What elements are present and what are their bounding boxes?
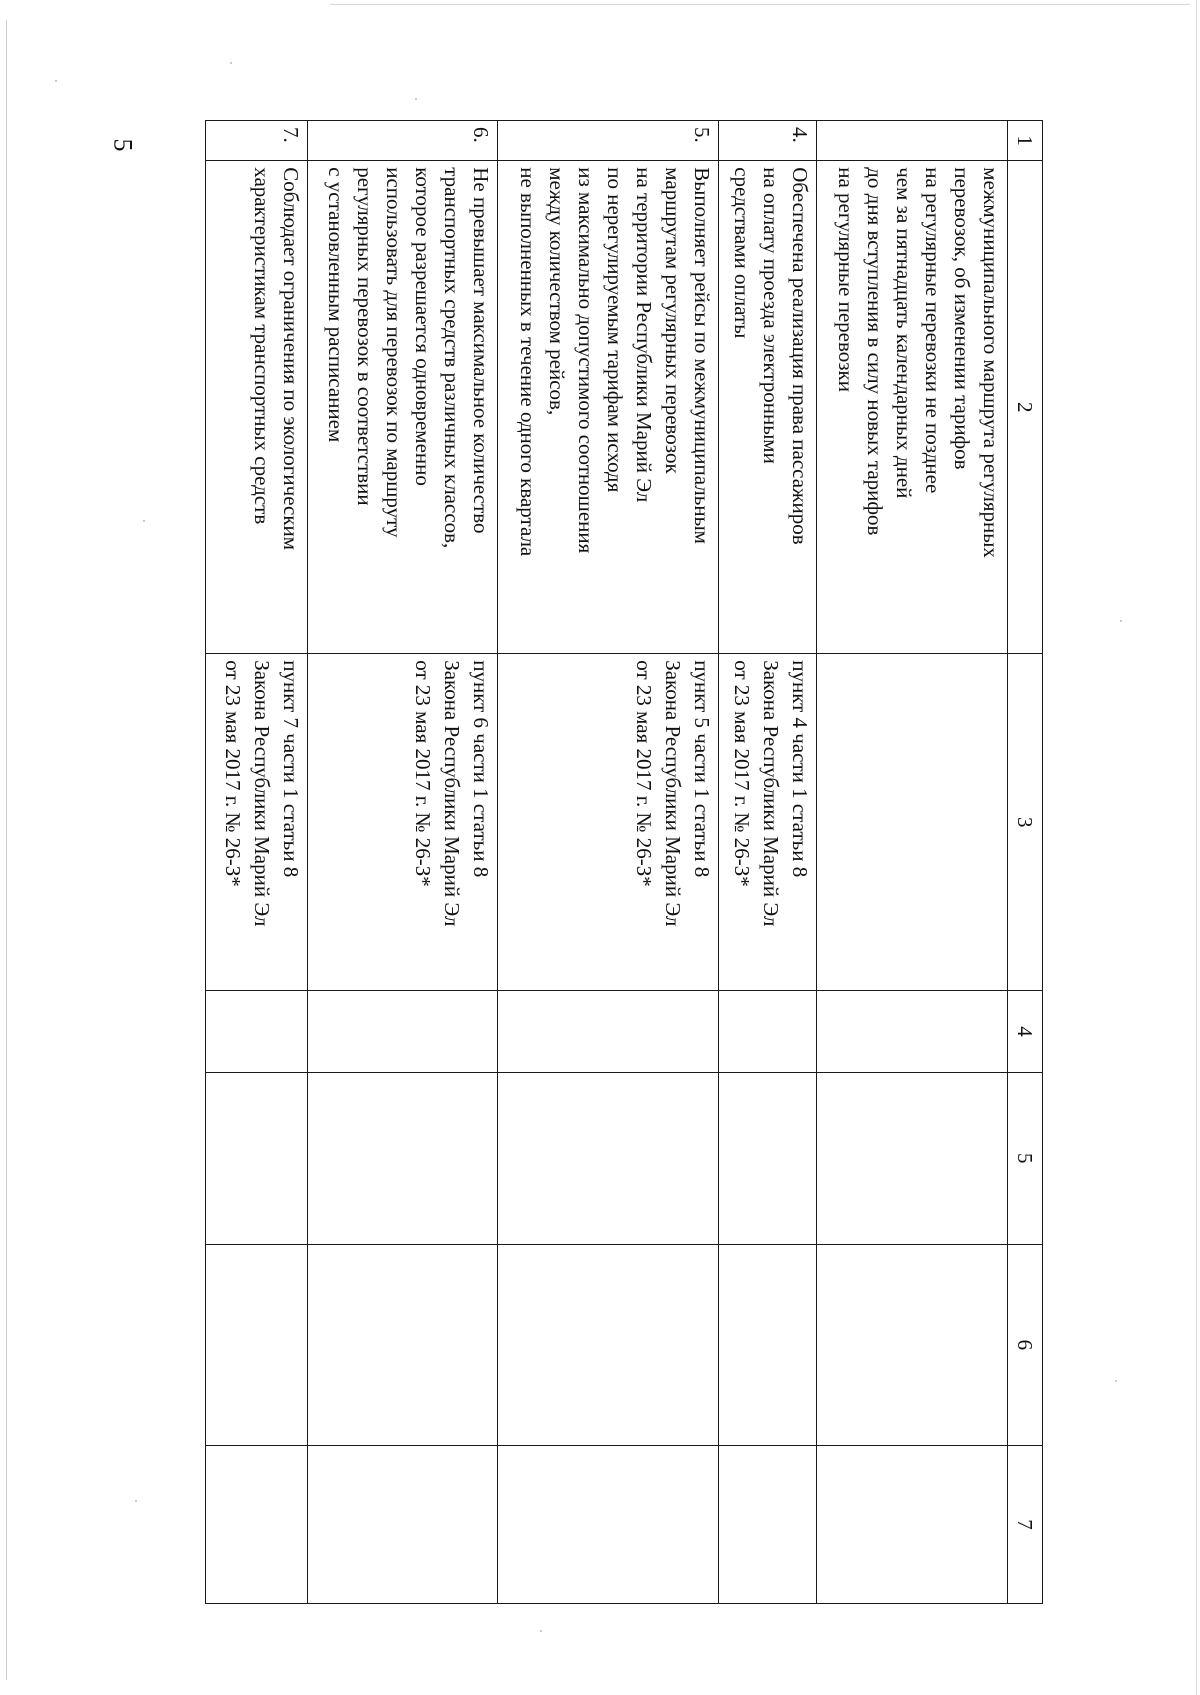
rotated-table-container — [205, 120, 1043, 1604]
scan-speck — [135, 1500, 137, 1502]
requirement-line: транспортных средств различных классов, — [440, 167, 465, 549]
scan-speck — [143, 520, 145, 522]
legal-basis-line: от 23 мая 2017 г. № 26-З* — [220, 660, 245, 887]
requirement-cell — [206, 161, 308, 654]
requirement-line: по нерегулируемым тарифам исходя — [603, 167, 628, 493]
requirement-line: с установленным расписанием — [324, 167, 349, 443]
requirement-line: из максимально допустимого соотношения — [574, 167, 599, 554]
legal-basis-line: Закона Республики Марий Эл — [759, 660, 784, 927]
requirement-line: Выполняет рейсы по межмуниципальным — [690, 167, 715, 544]
legal-basis-line: от 23 мая 2017 г. № 26-З* — [730, 660, 755, 887]
table-row — [206, 121, 308, 1604]
table-row — [307, 121, 498, 1604]
requirement-line: между количеством рейсов, — [545, 167, 570, 416]
scan-speck — [1120, 620, 1122, 622]
requirement-line: маршрутам регулярных перевозок — [661, 167, 686, 474]
empty-cell-col-7 — [307, 1445, 498, 1603]
requirement-line: на регулярные перевозки не позднее — [921, 167, 945, 494]
row-number-cell: 6. — [307, 121, 498, 161]
empty-cell-col-4 — [206, 991, 308, 1072]
empty-cell-col-5 — [719, 1072, 817, 1244]
requirement-line: которое разрешается одновременно — [411, 167, 436, 486]
requirement-line: Обеспечена реализация права пассажиров — [788, 167, 813, 545]
requirement-line: не выполненных в течение одного квартала — [516, 167, 541, 557]
header-col-3: 3 — [1008, 654, 1043, 991]
scan-speck — [230, 62, 232, 64]
requirement-line: межмуниципального маршрута регулярных — [979, 167, 1003, 558]
legal-basis-line: пункт 4 части 1 статьи 8 — [788, 660, 813, 878]
header-col-5: 5 — [1008, 1072, 1043, 1244]
requirement-line: Соблюдает ограничения по экологическим — [278, 167, 303, 551]
legal-basis-line: пункт 5 части 1 статьи 8 — [690, 660, 715, 878]
requirement-line: перевозок, об изменении тарифов — [950, 167, 974, 470]
empty-cell-col-4 — [498, 991, 719, 1072]
legal-basis-line: от 23 мая 2017 г. № 26-З* — [411, 660, 436, 887]
legal-basis-line: от 23 мая 2017 г. № 26-З* — [632, 660, 657, 887]
header-col-7: 7 — [1008, 1445, 1043, 1603]
empty-cell-col-7 — [719, 1445, 817, 1603]
empty-cell-col-5 — [307, 1072, 498, 1244]
row-number-cell — [817, 121, 1008, 161]
legal-basis-line: Закона Республики Марий Эл — [661, 660, 686, 927]
legal-basis-cell — [498, 654, 719, 991]
criteria-table — [205, 120, 1043, 1604]
requirement-line: регулярных перевозок в соответствии — [353, 167, 378, 506]
requirement-cell — [817, 161, 1008, 654]
requirement-line: Не превышает максимальное количество — [469, 167, 494, 534]
scan-speck — [415, 98, 417, 100]
table-header-row — [1008, 121, 1043, 1604]
requirement-cell — [719, 161, 817, 654]
empty-cell-col-5 — [498, 1072, 719, 1244]
empty-cell-col-6 — [498, 1244, 719, 1445]
row-number-cell: 4. — [719, 121, 817, 161]
empty-cell-col-6 — [719, 1244, 817, 1445]
requirement-line: характеристикам транспортных средств — [249, 167, 274, 525]
header-col-2: 2 — [1008, 161, 1043, 654]
legal-basis-cell — [817, 654, 1008, 991]
requirement-line: на регулярные перевозки — [834, 167, 858, 392]
table-row — [817, 121, 1008, 1604]
empty-cell-col-6 — [206, 1244, 308, 1445]
table-row — [719, 121, 817, 1604]
empty-cell-col-6 — [307, 1244, 498, 1445]
scan-speck — [55, 80, 57, 82]
table-row — [498, 121, 719, 1604]
requirement-line: средствами оплаты — [730, 167, 755, 339]
page-edge-top — [330, 4, 1190, 5]
legal-basis-line: пункт 6 части 1 статьи 8 — [469, 660, 494, 878]
empty-cell-col-7 — [817, 1445, 1008, 1603]
empty-cell-col-4 — [719, 991, 817, 1072]
legal-basis-line: Закона Республики Марий Эл — [440, 660, 465, 927]
empty-cell-col-5 — [817, 1072, 1008, 1244]
row-number-cell: 7. — [206, 121, 308, 161]
requirement-line: на оплату проезда электронными — [759, 167, 784, 464]
scan-speck — [540, 1630, 542, 1632]
requirement-cell — [307, 161, 498, 654]
page-number: 5 — [108, 138, 138, 152]
empty-cell-col-7 — [498, 1445, 719, 1603]
row-number-cell: 5. — [498, 121, 719, 161]
legal-basis-cell — [307, 654, 498, 991]
requirement-line: до дня вступления в силу новых тарифов — [863, 167, 887, 536]
legal-basis-line: пункт 7 части 1 статьи 8 — [278, 660, 303, 878]
empty-cell-col-6 — [817, 1244, 1008, 1445]
requirement-line: использовать для перевозок по маршруту — [382, 167, 407, 538]
requirement-line: на территории Республики Марий Эл — [632, 167, 657, 503]
requirement-line: чем за пятнадцать календарных дней — [892, 167, 916, 499]
header-col-1: 1 — [1008, 121, 1043, 161]
legal-basis-line: Закона Республики Марий Эл — [249, 660, 274, 927]
header-col-4: 4 — [1008, 991, 1043, 1072]
empty-cell-col-4 — [307, 991, 498, 1072]
header-col-6: 6 — [1008, 1244, 1043, 1445]
requirement-cell — [498, 161, 719, 654]
page-edge-left — [6, 20, 7, 1680]
legal-basis-cell — [206, 654, 308, 991]
empty-cell-col-5 — [206, 1072, 308, 1244]
page-edge-right — [1196, 0, 1197, 1695]
scan-speck — [1115, 1380, 1117, 1382]
empty-cell-col-4 — [817, 991, 1008, 1072]
empty-cell-col-7 — [206, 1445, 308, 1603]
legal-basis-cell — [719, 654, 817, 991]
